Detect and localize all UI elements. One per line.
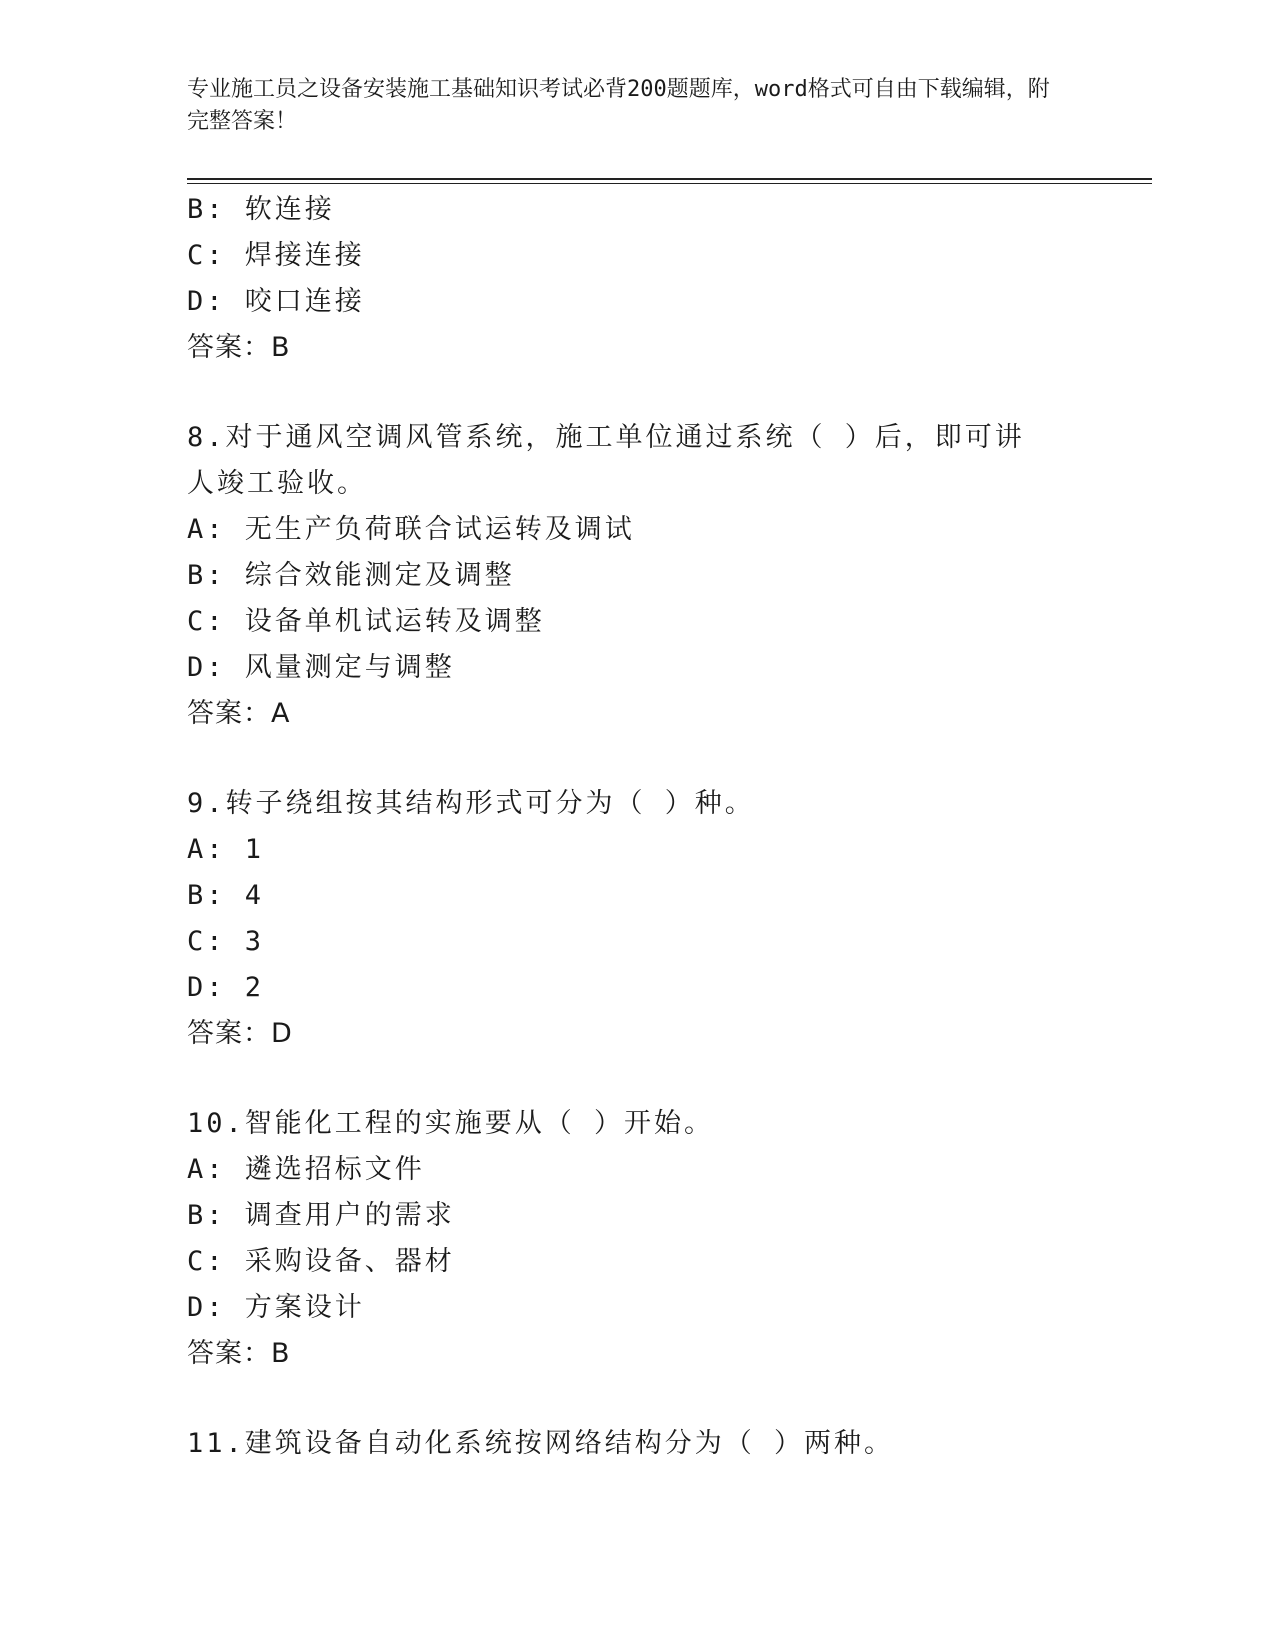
option-b: B: 综合效能测定及调整 <box>187 560 515 591</box>
document-header: 专业施工员之设备安装施工基础知识考试必背200题题库，word格式可自由下载编辑，附完整答案！ <box>187 77 1050 134</box>
question-block-11 <box>187 1421 1127 1467</box>
option-c: C: 设备单机试运转及调整 <box>187 606 545 637</box>
option-c: C: 3 <box>187 926 265 957</box>
option-a: A: 遴选招标文件 <box>187 1154 425 1185</box>
option-d: D: 方案设计 <box>187 1292 365 1323</box>
question-list <box>187 187 1127 1467</box>
option-d: D: 风量测定与调整 <box>187 652 455 683</box>
option-a: A: 无生产负荷联合试运转及调试 <box>187 514 635 545</box>
option-a: A: 1 <box>187 834 265 865</box>
answer-line: 答案：B <box>187 332 291 363</box>
question-text: 9.转子绕组按其结构形式可分为（ ）种。 <box>187 788 755 819</box>
answer-line: 答案：B <box>187 1338 291 1369</box>
option-d: D: 2 <box>187 972 265 1003</box>
answer-line: 答案：D <box>187 1018 293 1049</box>
question-text: 10.智能化工程的实施要从（ ）开始。 <box>187 1108 715 1139</box>
option-c: C: 采购设备、器材 <box>187 1246 455 1277</box>
option-b: B: 软连接 <box>187 194 335 225</box>
question-block-9 <box>187 781 1127 1057</box>
question-block-10 <box>187 1101 1127 1377</box>
header-rule-thin <box>187 183 1152 184</box>
header-rule-thick <box>187 178 1152 180</box>
option-d: D: 咬口连接 <box>187 286 365 317</box>
question-text: 8.对于通风空调风管系统，施工单位通过系统（ ）后，即可讲人竣工验收。 <box>187 422 1025 499</box>
spacer <box>187 1057 1127 1101</box>
question-block-8 <box>187 415 1127 737</box>
prev-question-block <box>187 187 1127 371</box>
option-c: C: 焊接连接 <box>187 240 365 271</box>
question-text: 11.建筑设备自动化系统按网络结构分为（ ）两种。 <box>187 1428 895 1459</box>
spacer <box>187 371 1127 415</box>
option-b: B: 调查用户的需求 <box>187 1200 455 1231</box>
spacer <box>187 1377 1127 1421</box>
spacer <box>187 737 1127 781</box>
option-b: B: 4 <box>187 880 265 911</box>
answer-line: 答案：A <box>187 698 291 729</box>
